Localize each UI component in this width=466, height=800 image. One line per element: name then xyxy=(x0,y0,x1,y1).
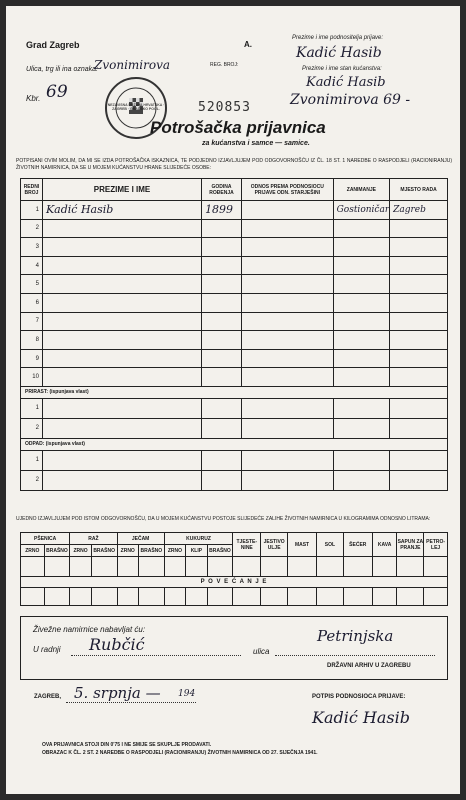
sub-flour: BRAŠNO xyxy=(207,545,233,557)
decrease-row-no: 2 xyxy=(21,470,43,490)
member-no: 7 xyxy=(21,312,43,331)
member-row xyxy=(21,238,448,257)
member-workplace xyxy=(390,256,448,275)
reg-label: REG. BROJ: xyxy=(210,62,239,68)
stock-group-rye: RAŽ xyxy=(70,533,117,545)
decrease-row xyxy=(21,450,448,470)
sub-flour: BRAŠNO xyxy=(91,545,117,557)
member-no: 6 xyxy=(21,293,43,312)
member-name xyxy=(42,238,201,257)
member-no: 9 xyxy=(21,349,43,368)
registration-form xyxy=(6,6,460,794)
member-relation xyxy=(242,293,334,312)
members-table xyxy=(20,178,448,491)
sub-grain: ZRNO xyxy=(164,545,185,557)
increase-row xyxy=(21,398,448,418)
col-header-year: GODINA ROĐENJA xyxy=(202,179,242,201)
member-occupation: Gostioničar xyxy=(333,201,390,220)
member-workplace xyxy=(390,238,448,257)
member-relation xyxy=(242,312,334,331)
member-no: 10 xyxy=(21,368,43,387)
member-workplace xyxy=(390,368,448,387)
place-label: ZAGREB, xyxy=(34,694,61,700)
member-name: Kadić Hasib xyxy=(42,201,201,220)
member-workplace xyxy=(390,349,448,368)
stock-group-barley: JEČAM xyxy=(117,533,164,545)
sub-flour: BRAŠNO xyxy=(44,545,70,557)
stock-text: UJEDNO IZJAVLJUJEM POD ISTOM ODGOVORNOŠĆU, DA U MOJEM KUĆANSTVU POSTOJE SLIJEDEĆE ZALIHE ŽIVOTNIH NAMIRNICA U KILOGRAMIMA ODNOSNO LITRAMA: xyxy=(16,516,431,522)
stock-table xyxy=(20,532,448,606)
col-header-workplace: MJESTO RADA xyxy=(390,179,448,201)
member-birth-year xyxy=(202,256,242,275)
member-workplace: Zagreb xyxy=(390,201,448,220)
stamp-text: NEZAVISNA DRŽAVA HRVATSKA · ZAGREB · GRADSKO POGL. xyxy=(107,103,165,111)
owner-value: Kadić Hasib xyxy=(306,75,386,90)
sub-cob: KLIP xyxy=(186,545,207,557)
stock-salt: SOL xyxy=(317,533,344,557)
intro-text: POTPISANI OVIM MOLIM, DA MI SE IZDA POTROŠAČKA ISKAZNICA, TE PODJEDNO IZJAVLJUJEM POD ODGOVORNOŠĆU IZ ČL. 18 ST. 1 NAREDBE O RASPODJELI (RACIONIRANJU) ŽIVOTNIH NAMIRNICA, DA SE U MOJEM KUĆANSTVU HRANE SLIJEDEĆE OSOBE: xyxy=(16,158,452,171)
increase-row-no: 2 xyxy=(21,418,43,438)
member-row xyxy=(21,349,448,368)
increase-label: P O V E Ć A N J E xyxy=(21,577,448,588)
col-header-relation: ODNOS PREMA PODNOSIOCU PRIJAVE ODN. STARJEŠINI xyxy=(242,179,334,201)
stock-oil: JESTIVO ULJE xyxy=(261,533,288,557)
col-header-occupation: ZANIMANJE xyxy=(333,179,390,201)
member-birth-year xyxy=(202,275,242,294)
form-title: Potrošačka prijavnica xyxy=(150,118,326,137)
sub-grain: ZRNO xyxy=(117,545,138,557)
member-occupation xyxy=(333,349,390,368)
sub-flour: BRAŠNO xyxy=(138,545,164,557)
member-occupation xyxy=(333,275,390,294)
decrease-label: ODPAD: (ispunjava vlast) xyxy=(21,438,448,450)
decrease-row xyxy=(21,470,448,490)
increase-row xyxy=(21,418,448,438)
stock-sugar: ŠEĆER xyxy=(343,533,372,557)
member-name xyxy=(42,256,201,275)
member-no: 5 xyxy=(21,275,43,294)
decrease-row-no: 1 xyxy=(21,450,43,470)
member-occupation xyxy=(333,312,390,331)
member-birth-year xyxy=(202,331,242,350)
member-relation xyxy=(242,275,334,294)
stock-soap: SAPUN ZA PRANJE xyxy=(397,533,424,557)
increase-label: PRIRAST: (ispunjava vlast) xyxy=(21,386,448,398)
shop-street-value: Petrinjska xyxy=(317,627,394,645)
member-occupation xyxy=(333,368,390,387)
year-value: 194 xyxy=(178,689,196,699)
col-header-name: PREZIME I IME xyxy=(42,179,201,201)
member-occupation xyxy=(333,331,390,350)
member-relation xyxy=(242,331,334,350)
member-row xyxy=(21,256,448,275)
member-row xyxy=(21,275,448,294)
member-relation xyxy=(242,256,334,275)
city-label: Grad Zagreb xyxy=(26,40,80,50)
house-label: Kbr. xyxy=(26,94,41,103)
archive-stamp: DRŽAVNI ARHIV U ZAGREBU xyxy=(327,663,411,669)
member-workplace xyxy=(390,331,448,350)
member-workplace xyxy=(390,312,448,331)
price-note: OVA PRIJAVNICA STOJI DIN 0'75 I NE SMIJE SE SKUPLJE PRODAVATI. xyxy=(42,742,212,748)
form-letter: A. xyxy=(244,40,252,49)
street-value: Zvonimirova xyxy=(94,58,171,72)
stock-coffee: KAVA xyxy=(372,533,397,557)
sub-grain: ZRNO xyxy=(70,545,91,557)
stock-petroleum: PETRO-LEJ xyxy=(424,533,448,557)
shop-street-label: ulica xyxy=(253,647,270,656)
member-name xyxy=(42,293,201,312)
member-row xyxy=(21,331,448,350)
member-occupation xyxy=(333,219,390,238)
applicant-value: Kadić Hasib xyxy=(296,45,382,61)
member-no: 1 xyxy=(21,201,43,220)
member-occupation xyxy=(333,238,390,257)
member-birth-year xyxy=(202,349,242,368)
stock-group-wheat: PŠENICA xyxy=(21,533,70,545)
member-row xyxy=(21,368,448,387)
member-row xyxy=(21,201,448,220)
shop-label: Živežne namirnice nabavljat ću: xyxy=(33,625,146,634)
member-name xyxy=(42,219,201,238)
member-occupation xyxy=(333,293,390,312)
member-relation xyxy=(242,238,334,257)
member-birth-year xyxy=(202,368,242,387)
member-no: 8 xyxy=(21,331,43,350)
street-label: Ulica, trg ili ina oznaka: xyxy=(26,66,98,73)
member-relation xyxy=(242,349,334,368)
member-name xyxy=(42,275,201,294)
member-relation xyxy=(242,219,334,238)
date-value: 5. srpnja — xyxy=(74,684,161,702)
address-value: Zvonimirova 69 - xyxy=(290,92,411,108)
member-workplace xyxy=(390,219,448,238)
member-row xyxy=(21,312,448,331)
shop-box xyxy=(20,616,448,680)
member-birth-year xyxy=(202,238,242,257)
member-no: 2 xyxy=(21,219,43,238)
house-value: 69 xyxy=(46,82,68,102)
signature-value: Kadić Hasib xyxy=(312,708,410,727)
in-shop-label: U radnji xyxy=(33,645,61,654)
applicant-label: Prezime i ime podnositelja prijave: xyxy=(292,35,384,41)
member-birth-year xyxy=(202,293,242,312)
member-birth-year: 1899 xyxy=(202,201,242,220)
member-row xyxy=(21,293,448,312)
member-row xyxy=(21,219,448,238)
regulation-note: OBRAZAC K ČL. 2 ST. 2 NAREDBE O RASPODJELI (RACIONIRANJU) ŽIVOTNIH NAMIRNICA OD 27. SIJEČNJA 1941. xyxy=(42,750,318,756)
stock-pasta: TJESTE-NINE xyxy=(233,533,261,557)
member-relation xyxy=(242,201,334,220)
member-workplace xyxy=(390,293,448,312)
form-subtitle: za kućanstva i samce — samice. xyxy=(202,140,310,147)
member-occupation xyxy=(333,256,390,275)
member-no: 3 xyxy=(21,238,43,257)
member-relation xyxy=(242,368,334,387)
signature-label: POTPIS PODNOSIOCA PRIJAVE: xyxy=(312,694,406,700)
col-header-no: REDNI BROJ xyxy=(21,179,43,201)
sub-grain: ZRNO xyxy=(21,545,45,557)
shop-value: Rubčić xyxy=(89,635,145,654)
serial-number: 520853 xyxy=(198,100,251,115)
owner-label: Prezime i ime stan kućanstva: xyxy=(302,66,382,72)
increase-row-no: 1 xyxy=(21,398,43,418)
member-workplace xyxy=(390,275,448,294)
stock-group-corn: KUKURUZ xyxy=(164,533,233,545)
stock-lard: MAST xyxy=(288,533,317,557)
member-name xyxy=(42,368,201,387)
member-name xyxy=(42,312,201,331)
member-birth-year xyxy=(202,219,242,238)
member-birth-year xyxy=(202,312,242,331)
member-name xyxy=(42,331,201,350)
member-name xyxy=(42,349,201,368)
member-no: 4 xyxy=(21,256,43,275)
